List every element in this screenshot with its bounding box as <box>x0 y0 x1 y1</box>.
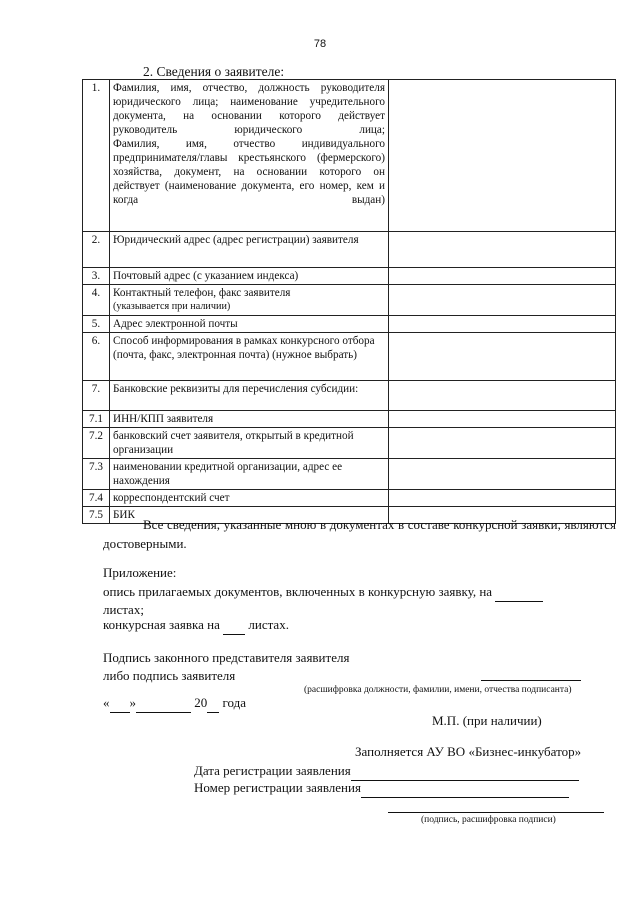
table-row <box>83 459 616 490</box>
registration-date-row: Дата регистрации заявления <box>194 761 579 781</box>
signature-label-line1: Подпись законного представителя заявителя <box>103 650 350 665</box>
table-row <box>83 268 616 285</box>
row-label: Способ информирования в рамках конкурсного отбора (почта, факс, электронная почта) (нужное выбрать) <box>110 333 389 381</box>
row-value-cell[interactable] <box>389 232 616 268</box>
row-number: 7.5 <box>83 507 110 524</box>
row-number: 7.2 <box>83 428 110 459</box>
row-value-cell[interactable] <box>389 490 616 507</box>
signature-caption: (расшифровка должности, фамилии, имени, отчества подписанта) <box>304 685 572 695</box>
row-label: Контактный телефон, факс заявителя <box>113 287 291 299</box>
sheets-count-field[interactable] <box>495 582 543 602</box>
row-label: Банковские реквизиты для перечисления субсидии: <box>110 381 389 411</box>
page-number: 78 <box>313 38 327 50</box>
row-value-cell[interactable] <box>389 268 616 285</box>
row-number: 1. <box>83 80 110 232</box>
table-row <box>83 411 616 428</box>
row-label: Юридический адрес (адрес регистрации) заявителя <box>110 232 389 268</box>
appendix-item-inventory: опись прилагаемых документов, включенных в конкурсную заявку, на <box>103 582 616 602</box>
applicant-info-table <box>82 79 616 524</box>
table-row <box>83 428 616 459</box>
registration-number-row: Номер регистрации заявления <box>194 778 569 798</box>
row-number: 3. <box>83 268 110 285</box>
row-label: ИНН/КПП заявителя <box>110 411 389 428</box>
row-number: 7.3 <box>83 459 110 490</box>
signature-label-line2: либо подпись заявителя <box>103 668 236 683</box>
office-filled-by: Заполняется АУ ВО «Бизнес-инкубатор» <box>355 744 582 759</box>
row-value-cell[interactable] <box>389 381 616 411</box>
table-row <box>83 381 616 411</box>
appendix-item-application: конкурсная заявка на листах. <box>103 615 289 635</box>
row-label: наименовании кредитной организации, адрес ее нахождения <box>110 459 389 490</box>
row-label: банковский счет заявителя, открытый в кредитной организации <box>110 428 389 459</box>
table-row <box>83 285 616 316</box>
table-row <box>83 232 616 268</box>
row-number: 4. <box>83 285 110 316</box>
row-label: Фамилия, имя, отчество, должность руководителя юридического лица; наименование учредительного документа, на основании которого действует руководитель юридического лица; <box>113 82 385 136</box>
office-signature-caption: (подпись, расшифровка подписи) <box>421 815 556 825</box>
date-day-field[interactable] <box>110 693 130 713</box>
row-number: 6. <box>83 333 110 381</box>
row-value-cell[interactable] <box>389 80 616 232</box>
table-row <box>83 80 616 232</box>
row-label: БИК <box>110 507 389 524</box>
date-month-field[interactable] <box>136 693 191 713</box>
registration-number-field[interactable] <box>361 778 569 798</box>
row-note: (указывается при наличии) <box>113 301 231 312</box>
appendix-title: Приложение: <box>103 565 177 580</box>
row-label: Почтовый адрес (с указанием индекса) <box>110 268 389 285</box>
office-signature-line[interactable] <box>388 812 604 813</box>
row-label: Адрес электронной почты <box>110 316 389 333</box>
row-number: 2. <box>83 232 110 268</box>
row-value-cell[interactable] <box>389 316 616 333</box>
row-number: 7.1 <box>83 411 110 428</box>
row-number: 7. <box>83 381 110 411</box>
table-row <box>83 490 616 507</box>
row-number: 7.4 <box>83 490 110 507</box>
row-value-cell[interactable] <box>389 428 616 459</box>
stamp-note: М.П. (при наличии) <box>432 713 542 728</box>
table-row <box>83 333 616 381</box>
date-line: « » 20 года <box>103 693 246 713</box>
sheets-count-field[interactable] <box>223 615 245 635</box>
row-value-cell[interactable] <box>389 285 616 316</box>
row-value-cell[interactable] <box>389 333 616 381</box>
date-year-field[interactable] <box>207 693 219 713</box>
signature-line[interactable] <box>481 680 581 681</box>
statement-text: Все сведения, указанные мною в документах в составе конкурсной заявки, являются достоверными. <box>103 517 616 551</box>
table-row <box>83 316 616 333</box>
section-title: 2. Сведения о заявителе: <box>143 64 285 79</box>
row-label: корреспондентский счет <box>110 490 389 507</box>
row-value-cell[interactable] <box>389 459 616 490</box>
row-value-cell[interactable] <box>389 411 616 428</box>
appendix-item-inventory-end: листах; <box>103 602 144 617</box>
row-label: Фамилия, имя, отчество индивидуального предпринимателя/главы крестьянского (фермерского) хозяйства, документ, на основании которого он действует (наименование документа, его номер, кем и когда выдан) <box>113 138 385 206</box>
row-number: 5. <box>83 316 110 333</box>
